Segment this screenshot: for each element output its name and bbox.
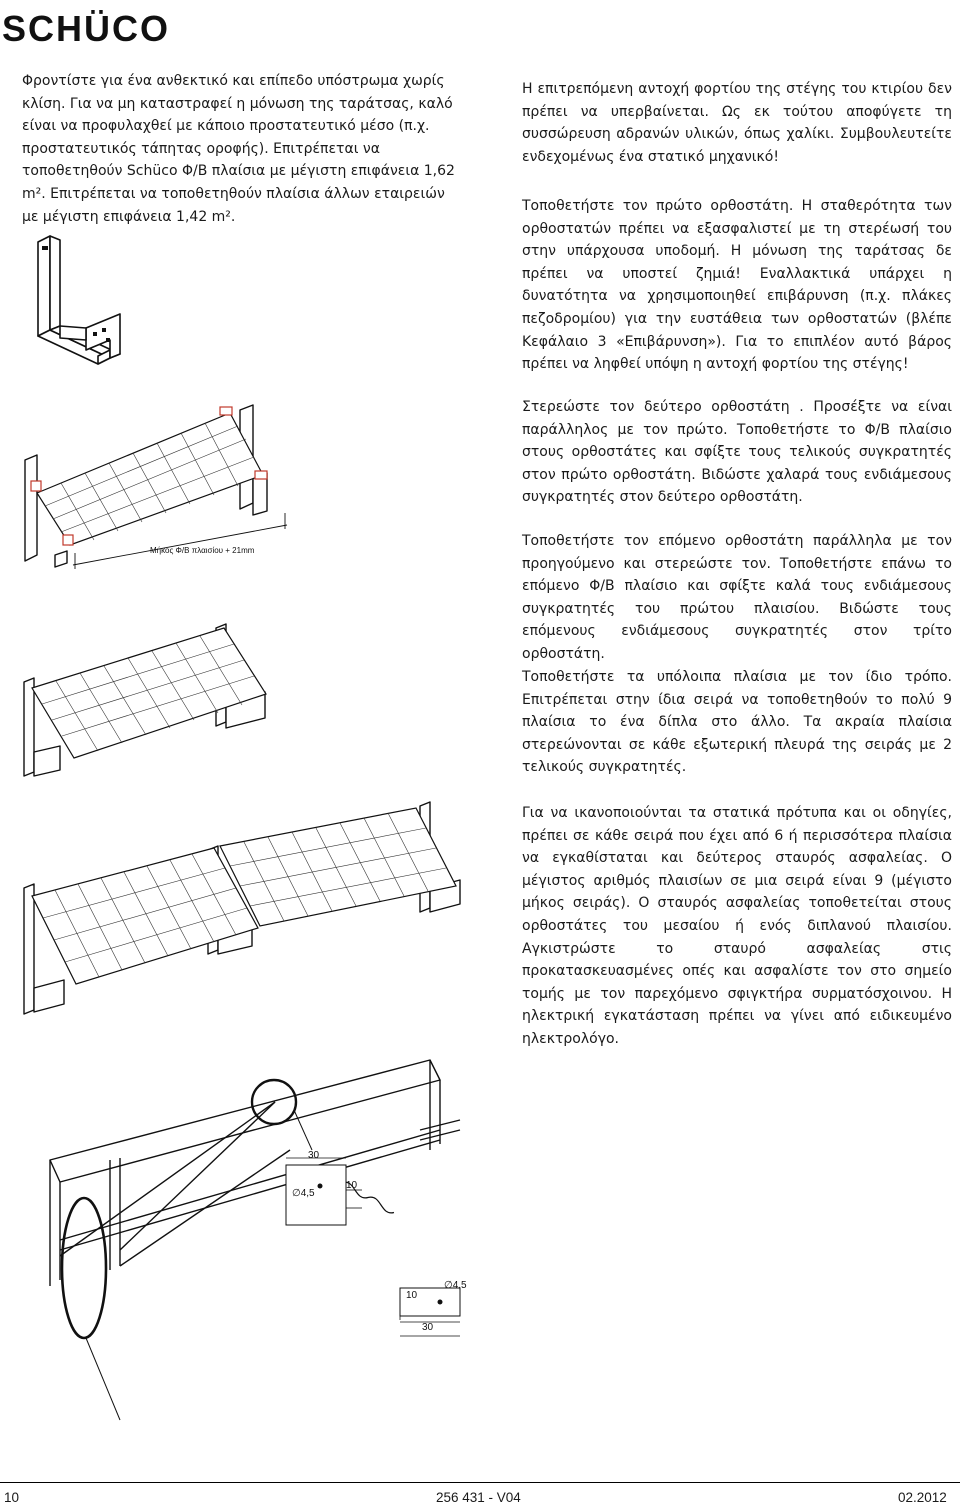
top-plate-width: 30 bbox=[308, 1150, 320, 1161]
paragraph-remaining-panels: Τοποθετήστε τα υπόλοιπα πλαίσια με τον ίδιο τρόπο. Επιτρέπεται στην ίδια σειρά να τοποθετηθούν το πολύ 9 πλαίσια το ένα δίπλα στο άλλο. Τα ακραία πλαίσια στερεώνονται σε κάθε εξωτερική πλευρά της σειράς με 2 τελικούς συγκρατητές. bbox=[522, 669, 952, 776]
intro-paragraph: Φροντίστε για ένα ανθεκτικό και επίπεδο υπόστρωμα χωρίς κλίση. Για να μη καταστραφεί η μόνωση της ταράτσας, καλό είναι να προφυλαχθεί με κάποιο προστατευτικό μέσο (π.χ. προστατευτικός τάπητας οροφής). Επιτρέπεται να τοποθετηθούν Schüco Φ/Β πλαίσια με μέγιστη επιφάνεια 1,62 m². Επιτρέπεται να τοποθετηθούν πλαίσια άλλων εταιρειών με μέγιστη επιφάνεια 1,42 m². bbox=[22, 73, 455, 225]
figure-safety-cross bbox=[20, 1040, 480, 1480]
paragraph-safety-cross: Για να ικανοποιούνται τα στατικά πρότυπα και οι οδηγίες, πρέπει σε κάθε σειρά που έχει από 6 ή περισσότερα πλαίσια να εγκαθίσταται και δεύτερος σταυρός ασφαλείας. Ο μέγιστος αριθμός πλαισίων σε μια σειρά είναι 9 (μέγιστο μήκος σειράς). Ο σταυρός ασφαλείας τοποθετείται στους ορθοστάτες του μεσαίου ή ενός διπλανού πλαισίου. Αγκιστρώστε το σταυρό ασφαλείας στις προκατασκευασμένες οπές και ασφαλίστε τον στο σημείο τομής με τον παρεχόμενο σφιγκτήρα συρματόσχοινου. Η ηλεκτρική εγκατάσταση πρέπει να γίνει από ειδικευμένο ηλεκτρολόγο. bbox=[522, 805, 952, 1047]
detail-plate-top bbox=[286, 1150, 362, 1225]
paragraph-second-post: Στερεώστε τον δεύτερο ορθοστάτη . Προσέξτε να είναι παράλληλος με τον πρώτο. Τοποθετήστε το Φ/Β πλαίσιο στους ορθοστάτες και σφίξτε τους τελικούς συγκρατητές στον πρώτο ορθοστάτη. Βιδώστε χαλαρά τους ενδιάμεσους συγκρατητές στον δεύτερο ορθοστάτη. bbox=[522, 399, 952, 506]
footer-rule bbox=[0, 1482, 960, 1483]
figure-two-panels bbox=[20, 800, 470, 1020]
dimension-label: Μήκος Φ/Β πλαισίου + 21mm bbox=[150, 546, 255, 555]
bottom-plate-width: 30 bbox=[422, 1322, 434, 1333]
bottom-plate-height: 10 bbox=[406, 1290, 418, 1301]
detail-plate-bottom bbox=[400, 1280, 467, 1336]
figure-support-post bbox=[20, 230, 160, 370]
paragraph-first-post: Τοποθετήστε τον πρώτο ορθοστάτη. Η σταθερότητα των ορθοστατών πρέπει να εξασφαλιστεί με τη στερέωσή του στην υπάρχουσα υποδομή. Η μόνωση της ταράτσας δε πρέπει να υποστεί ζημιά! Εναλλακτικά υπάρχει η δυνατότητα να χρησιμοποιηθεί επιβάρυνση (π.χ. πλάκες πεζοδρομίου) για την ευστάθεια των ορθοστατών (βλέπε Κεφάλαιο 3 «Επιβάρυνση»). Για το επιπλέον αυτό βάρος πρέπει να ληφθεί υπόψη η αντοχή φορτίου της στέγης! bbox=[522, 198, 952, 373]
document-code: 256 431 - V04 bbox=[436, 1490, 521, 1505]
bottom-plate-hole: ∅4,5 bbox=[444, 1280, 467, 1291]
top-plate-height: 10 bbox=[346, 1180, 358, 1191]
logo-text: SCHÜCO bbox=[2, 8, 171, 44]
figure-first-panel bbox=[15, 385, 325, 590]
paragraph-next-post: Τοποθετήστε τον επόμενο ορθοστάτη παράλληλα με τον προηγούμενο και στερεώστε τον. Τοποθετήστε επάνω το επόμενο Φ/Β πλαίσιο και σφίξτε καλά τους ενδιάμεσους συγκρατητές του πρώτου πλαισίου. Βιδώστε τους επόμενους ενδιάμεσους συγκρατητές στον τρίτο ορθοστάτη. bbox=[522, 533, 952, 662]
page-number: 10 bbox=[4, 1490, 20, 1505]
figure-panel-rows bbox=[20, 622, 290, 782]
document-date: 02.2012 bbox=[898, 1490, 947, 1505]
schuco-logo bbox=[0, 8, 215, 44]
top-plate-hole: ∅4,5 bbox=[292, 1188, 315, 1199]
paragraph-load: Η επιτρεπόμενη αντοχή φορτίου της στέγης του κτιρίου δεν πρέπει να υπερβαίνεται. Ως εκ τούτου αποφύγετε τη συσσώρευση αδρανών υλικών, όπως χαλίκι. Συμβουλευτείτε ενδεχομένως ένα στατικό μηχανικό! bbox=[522, 81, 952, 165]
